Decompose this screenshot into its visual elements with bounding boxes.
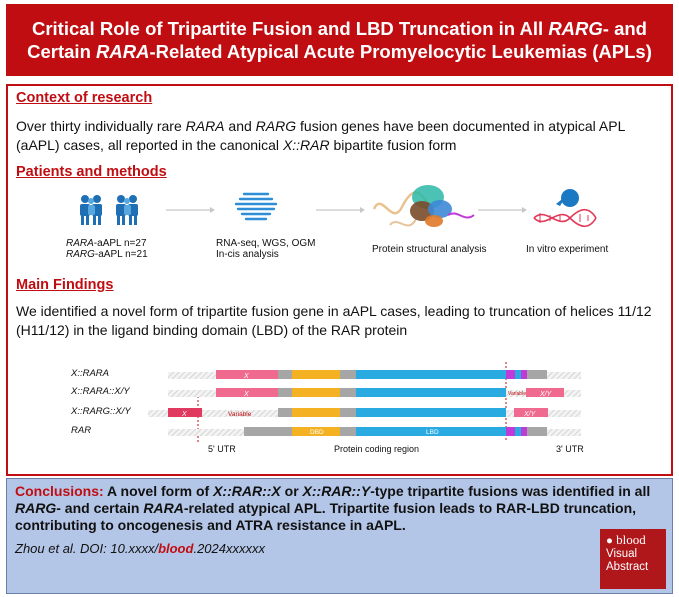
cohort-rara: RARA-aAPL n=27 bbox=[66, 238, 147, 249]
conclusions-text: Conclusions: A novel form of X::RAR::X or X::RAR::Y-type tripartite fusions was identified in all RARG- and certain RARA-related atypical APL. Tripartite fusion leads to RAR-LBD truncation, contributing to oncogenesis and ATRA resistance in aAPL. bbox=[15, 483, 651, 533]
protein-structure-icon bbox=[368, 179, 478, 239]
lbd-label: LBD bbox=[426, 429, 439, 436]
methods-structural: Protein structural analysis bbox=[372, 244, 487, 255]
arrow-icon bbox=[478, 206, 528, 214]
findings-title: Main Findings bbox=[16, 277, 114, 293]
title-line-1: Critical Role of Tripartite Fusion and LBD Truncation in All RARG- and bbox=[31, 18, 647, 39]
methods-invitro: In vitro experiment bbox=[526, 244, 609, 255]
sequencing-icon bbox=[234, 190, 278, 224]
arrow-icon bbox=[166, 206, 216, 214]
row2-xy-label: X/Y bbox=[540, 391, 552, 398]
methods-seq-2: In-cis analysis bbox=[216, 249, 279, 260]
in-vitro-icon bbox=[530, 186, 600, 230]
title-line-2: Certain RARA-Related Atypical Acute Promyelocytic Leukemias (APLs) bbox=[27, 41, 652, 62]
arrow-icon bbox=[316, 206, 366, 214]
findings-text: We identified a novel form of tripartite fusion gene in aAPL cases, leading to truncation of helices 11/12 (H11/12) in the ligand binding domain (LBD) of the RAR protein bbox=[16, 303, 652, 338]
row1-x-label: X bbox=[244, 373, 249, 380]
row2-variable-label: Variable bbox=[508, 391, 526, 397]
methods-title: Patients and methods bbox=[16, 164, 167, 180]
dbd-label: DBD bbox=[310, 429, 324, 436]
drop-icon: ● bbox=[606, 535, 613, 547]
title-banner bbox=[6, 4, 673, 76]
track-label-xrara: X::RARA bbox=[71, 368, 110, 379]
row2-x-label: X bbox=[244, 391, 249, 398]
fusion-diagram bbox=[8, 356, 671, 456]
conclusions-box bbox=[6, 478, 673, 594]
context-title: Context of research bbox=[16, 90, 153, 106]
citation: Zhou et al. DOI: 10.xxxx/blood.2024xxxxxx bbox=[15, 541, 265, 556]
utr3-label: 3' UTR bbox=[556, 444, 584, 454]
track-label-xrara-xy: X::RARA::X/Y bbox=[71, 386, 130, 397]
utr5-label: 5' UTR bbox=[208, 444, 236, 454]
cohort-rarg: RARG-aAPL n=21 bbox=[66, 249, 148, 260]
badge-brand: ● blood bbox=[606, 532, 646, 547]
row3-variable-label: Variable bbox=[228, 411, 252, 418]
badge-line-2: Abstract bbox=[606, 561, 649, 573]
methods-seq-1: RNA-seq, WGS, OGM bbox=[216, 238, 316, 249]
coding-label: Protein coding region bbox=[334, 444, 420, 454]
visual-abstract-badge bbox=[600, 529, 666, 589]
patients-icon bbox=[76, 194, 156, 228]
track-label-rar: RAR bbox=[71, 425, 92, 436]
main-panel bbox=[6, 84, 673, 476]
track-label-xrarg-xy: X::RARG::X/Y bbox=[71, 406, 131, 417]
badge-line-1: Visual bbox=[606, 548, 638, 560]
row3-x-label: X bbox=[182, 411, 187, 418]
context-text: Over thirty individually rare RARA and RARG fusion genes have been documented in atypical APL (aAPL) cases, all reported in the canonical X::RAR bipartite fusion form bbox=[16, 118, 625, 153]
row3-xy-label: X/Y bbox=[524, 411, 536, 418]
